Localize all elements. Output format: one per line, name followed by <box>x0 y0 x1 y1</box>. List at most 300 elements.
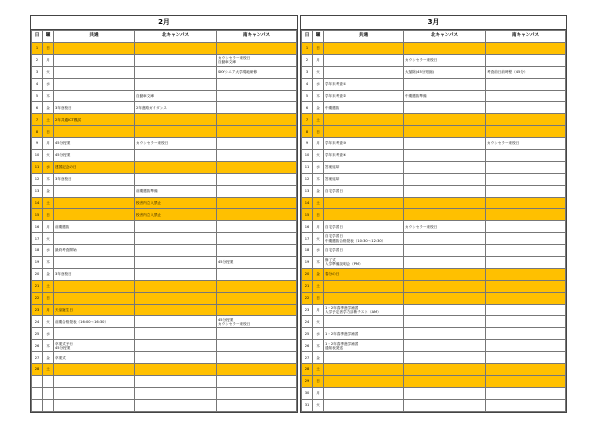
table-row <box>302 352 566 364</box>
north-campus-event <box>135 43 217 55</box>
common-event <box>54 43 135 55</box>
table-row <box>302 66 566 78</box>
south-campus-event <box>217 399 297 411</box>
south-campus-event <box>486 245 566 257</box>
day-number: 16 <box>32 221 43 233</box>
table-row <box>32 185 297 197</box>
weekday: 日 <box>313 375 324 387</box>
common-event: 春分の日 <box>324 268 404 280</box>
north-campus-event <box>135 304 217 316</box>
table-row <box>302 280 566 292</box>
weekday: 火 <box>313 150 324 162</box>
header-day: 日 <box>302 31 313 43</box>
weekday <box>43 375 54 387</box>
day-number: 26 <box>32 340 43 352</box>
weekday: 日 <box>313 292 324 304</box>
weekday: 金 <box>43 185 54 197</box>
day-number: 1 <box>302 43 313 55</box>
common-event <box>324 387 404 399</box>
common-event <box>54 90 135 102</box>
south-campus-event <box>217 387 297 399</box>
day-number: 17 <box>302 233 313 245</box>
weekday: 金 <box>43 352 54 364</box>
day-number: 15 <box>32 209 43 221</box>
south-campus-event <box>217 185 297 197</box>
day-number <box>32 375 43 387</box>
north-campus-event <box>135 257 217 269</box>
common-event: 3年登校日 <box>54 173 135 185</box>
north-campus-event <box>404 352 486 364</box>
common-event <box>324 292 404 304</box>
common-event: 45分授業 <box>54 150 135 162</box>
table-row <box>32 399 297 411</box>
weekday: 土 <box>43 280 54 292</box>
common-event: 自宅学習日 中期選抜合格発表（10:30～12:30） <box>324 233 404 245</box>
common-event <box>324 352 404 364</box>
day-number: 30 <box>302 387 313 399</box>
common-event <box>324 54 404 66</box>
north-campus-event <box>135 292 217 304</box>
weekday: 日 <box>43 292 54 304</box>
north-campus-event: 大掃除(45分短縮) <box>404 66 486 78</box>
day-number: 17 <box>32 233 43 245</box>
day-number: 13 <box>302 185 313 197</box>
table-row <box>302 399 566 411</box>
north-campus-event <box>135 352 217 364</box>
north-campus-event <box>404 316 486 328</box>
common-event <box>324 316 404 328</box>
table-row <box>302 375 566 387</box>
north-campus-event <box>135 387 217 399</box>
north-campus-event <box>135 114 217 126</box>
common-event <box>54 66 135 78</box>
weekday: 木 <box>43 257 54 269</box>
day-number: 5 <box>32 90 43 102</box>
table-row <box>32 352 297 364</box>
day-number: 14 <box>302 197 313 209</box>
table-row <box>302 54 566 66</box>
table-row <box>32 78 297 90</box>
table-row <box>32 161 297 173</box>
south-campus-event <box>486 292 566 304</box>
day-number: 11 <box>32 161 43 173</box>
weekday: 水 <box>43 78 54 90</box>
day-number: 20 <box>32 268 43 280</box>
day-number: 10 <box>302 150 313 162</box>
day-number: 11 <box>302 161 313 173</box>
north-campus-event: 中期選抜準備 <box>404 90 486 102</box>
common-event: 3年登校日 <box>54 102 135 114</box>
table-row <box>32 209 297 221</box>
table-row <box>32 340 297 352</box>
common-event <box>54 375 135 387</box>
common-event: 学年末考査② <box>324 90 404 102</box>
north-campus-event <box>404 161 486 173</box>
weekday: 火 <box>313 316 324 328</box>
common-event <box>324 197 404 209</box>
south-campus-event: カウンセラー来校日 自動車文庫 <box>217 54 297 66</box>
day-number: 6 <box>302 102 313 114</box>
common-event <box>54 185 135 197</box>
common-event <box>54 399 135 411</box>
table-row <box>32 257 297 269</box>
south-campus-event <box>486 257 566 269</box>
north-campus-event <box>404 114 486 126</box>
weekday: 月 <box>313 304 324 316</box>
north-campus-event <box>404 233 486 245</box>
day-number: 18 <box>32 245 43 257</box>
south-campus-event <box>217 90 297 102</box>
north-campus-event: カウンセラー来校日 <box>135 138 217 150</box>
day-number: 27 <box>302 352 313 364</box>
north-campus-event <box>404 364 486 376</box>
north-campus-event <box>404 173 486 185</box>
south-campus-event <box>217 138 297 150</box>
table-row <box>32 387 297 399</box>
weekday: 金 <box>43 268 54 280</box>
table-row <box>32 102 297 114</box>
north-campus-event <box>135 221 217 233</box>
weekday: 水 <box>313 328 324 340</box>
north-campus-event <box>404 280 486 292</box>
south-campus-event <box>217 102 297 114</box>
header-weekday: 曜 <box>43 31 54 43</box>
common-event: 自宅学習日 <box>324 185 404 197</box>
table-row <box>302 126 566 138</box>
south-campus-event <box>486 352 566 364</box>
day-number: 23 <box>302 304 313 316</box>
south-campus-event <box>486 114 566 126</box>
south-campus-event <box>486 185 566 197</box>
north-campus-event <box>404 150 486 162</box>
day-number: 8 <box>302 126 313 138</box>
south-campus-event <box>217 150 297 162</box>
month-title: 3月 <box>301 16 566 30</box>
day-number: 9 <box>32 138 43 150</box>
weekday: 日 <box>313 43 324 55</box>
table-row <box>302 268 566 280</box>
south-campus-event <box>486 268 566 280</box>
south-campus-event <box>486 328 566 340</box>
table-row <box>32 280 297 292</box>
north-campus-event <box>135 364 217 376</box>
common-event <box>54 387 135 399</box>
march-calendar <box>300 15 567 413</box>
table-row <box>32 173 297 185</box>
north-campus-event <box>135 173 217 185</box>
table-row <box>302 197 566 209</box>
south-campus-event <box>486 173 566 185</box>
north-campus-event <box>135 245 217 257</box>
schedule-table <box>31 30 297 412</box>
table-row <box>302 102 566 114</box>
common-event <box>54 257 135 269</box>
table-row <box>32 316 297 328</box>
header-south-campus: 南キャンパス <box>486 31 566 43</box>
weekday: 木 <box>313 173 324 185</box>
south-campus-event <box>217 280 297 292</box>
north-campus-event <box>135 340 217 352</box>
weekday: 木 <box>43 173 54 185</box>
common-event <box>324 114 404 126</box>
north-campus-event <box>404 209 486 221</box>
table-row <box>302 233 566 245</box>
weekday: 日 <box>43 126 54 138</box>
day-number: 3 <box>302 66 313 78</box>
weekday: 木 <box>43 90 54 102</box>
north-campus-event <box>135 268 217 280</box>
day-number: 4 <box>32 78 43 90</box>
south-campus-event <box>217 352 297 364</box>
south-campus-event <box>486 340 566 352</box>
north-campus-event <box>135 328 217 340</box>
common-event <box>324 66 404 78</box>
common-event <box>324 399 404 411</box>
table-row <box>302 78 566 90</box>
north-campus-event <box>135 54 217 66</box>
south-campus-event: 45分授業 <box>217 257 297 269</box>
day-number: 26 <box>302 340 313 352</box>
common-event: 修了式 入学準備説明会（PM） <box>324 257 404 269</box>
south-campus-event <box>486 209 566 221</box>
south-campus-event <box>217 292 297 304</box>
north-campus-event <box>135 161 217 173</box>
day-number: 25 <box>32 328 43 340</box>
south-campus-event <box>486 102 566 114</box>
weekday: 金 <box>313 185 324 197</box>
schedule-table <box>301 30 566 412</box>
table-row <box>32 268 297 280</box>
weekday: 金 <box>43 102 54 114</box>
common-event: 1・2年春季進学補習 通知表発送 <box>324 340 404 352</box>
weekday: 土 <box>313 364 324 376</box>
table-row <box>32 66 297 78</box>
north-campus-event: 校舎内立入禁止 <box>135 209 217 221</box>
south-campus-event: 考査前日前時程（45分） <box>486 66 566 78</box>
common-event: 1・2年春季進学補習 <box>324 328 404 340</box>
day-number: 22 <box>32 292 43 304</box>
south-campus-event <box>217 245 297 257</box>
header-south-campus: 南キャンパス <box>217 31 297 43</box>
weekday: 水 <box>43 245 54 257</box>
common-event <box>54 78 135 90</box>
weekday: 月 <box>313 54 324 66</box>
day-number: 4 <box>302 78 313 90</box>
common-event: 学年末考査③ <box>324 138 404 150</box>
north-campus-event: 自動車文庫 <box>135 90 217 102</box>
south-campus-event <box>486 399 566 411</box>
south-campus-event <box>217 197 297 209</box>
common-event: 45分授業 <box>54 138 135 150</box>
common-event <box>54 233 135 245</box>
header-common: 共通 <box>324 31 404 43</box>
day-number: 25 <box>302 328 313 340</box>
south-campus-event <box>217 268 297 280</box>
north-campus-event <box>404 126 486 138</box>
common-event: 2年共通ICT模試 <box>54 114 135 126</box>
table-row <box>32 43 297 55</box>
north-campus-event: 校舎内立入禁止 <box>135 197 217 209</box>
north-campus-event <box>135 280 217 292</box>
weekday: 土 <box>313 114 324 126</box>
day-number: 31 <box>302 399 313 411</box>
weekday: 土 <box>313 197 324 209</box>
weekday: 月 <box>313 387 324 399</box>
north-campus-event <box>135 399 217 411</box>
south-campus-event <box>486 150 566 162</box>
south-campus-event <box>217 328 297 340</box>
table-row <box>32 197 297 209</box>
north-campus-event <box>404 399 486 411</box>
north-campus-event <box>404 375 486 387</box>
table-row <box>32 138 297 150</box>
weekday: 月 <box>313 138 324 150</box>
weekday: 木 <box>313 257 324 269</box>
north-campus-event <box>135 78 217 90</box>
table-row <box>302 292 566 304</box>
table-row <box>302 173 566 185</box>
common-event <box>54 54 135 66</box>
north-campus-event <box>404 78 486 90</box>
common-event: 答案返却 <box>324 161 404 173</box>
north-campus-event <box>135 375 217 387</box>
header-common: 共通 <box>54 31 135 43</box>
north-campus-event <box>404 245 486 257</box>
north-campus-event <box>404 304 486 316</box>
table-row <box>302 209 566 221</box>
north-campus-event <box>404 138 486 150</box>
north-campus-event <box>404 43 486 55</box>
weekday: 日 <box>43 43 54 55</box>
south-campus-event <box>217 375 297 387</box>
south-campus-event <box>486 387 566 399</box>
february-calendar <box>30 15 298 413</box>
table-row <box>302 387 566 399</box>
common-event <box>54 209 135 221</box>
table-row <box>32 114 297 126</box>
common-event <box>54 126 135 138</box>
common-event <box>54 328 135 340</box>
day-number: 19 <box>302 257 313 269</box>
weekday: 月 <box>43 54 54 66</box>
common-event: 学年末考査① <box>324 78 404 90</box>
south-campus-event <box>486 304 566 316</box>
table-row <box>302 90 566 102</box>
common-event: 前期選抜 <box>54 221 135 233</box>
south-campus-event: カウンセラー来校日 <box>486 138 566 150</box>
weekday: 火 <box>313 399 324 411</box>
header-north-campus: 北キャンパス <box>404 31 486 43</box>
day-number: 7 <box>32 114 43 126</box>
weekday: 木 <box>313 340 324 352</box>
common-event <box>54 197 135 209</box>
weekday: 火 <box>43 150 54 162</box>
south-campus-event <box>486 78 566 90</box>
south-campus-event <box>486 197 566 209</box>
table-row <box>32 126 297 138</box>
south-campus-event <box>217 114 297 126</box>
common-event <box>54 280 135 292</box>
south-campus-event <box>217 221 297 233</box>
south-campus-event <box>486 54 566 66</box>
common-event: 建国記念の日 <box>54 161 135 173</box>
table-row <box>32 364 297 376</box>
common-event <box>54 292 135 304</box>
north-campus-event <box>404 185 486 197</box>
south-campus-event <box>217 209 297 221</box>
common-event: 答案返却 <box>324 173 404 185</box>
south-campus-event <box>217 304 297 316</box>
north-campus-event <box>135 150 217 162</box>
weekday: 水 <box>313 161 324 173</box>
north-campus-event: 前期選抜準備 <box>135 185 217 197</box>
north-campus-event <box>404 268 486 280</box>
weekday: 金 <box>313 102 324 114</box>
header-north-campus: 北キャンパス <box>135 31 217 43</box>
south-campus-event <box>486 126 566 138</box>
weekday: 水 <box>313 78 324 90</box>
common-event: 1・2年春季進学補習 入学予定者学力診断テスト（AM） <box>324 304 404 316</box>
weekday: 月 <box>43 304 54 316</box>
south-campus-event <box>486 280 566 292</box>
north-campus-event <box>135 126 217 138</box>
table-row <box>302 364 566 376</box>
day-number: 21 <box>32 280 43 292</box>
day-number: 20 <box>302 268 313 280</box>
north-campus-event <box>135 233 217 245</box>
common-event: 天皇誕生日 <box>54 304 135 316</box>
day-number: 1 <box>32 43 43 55</box>
weekday: 木 <box>43 340 54 352</box>
table-row <box>32 245 297 257</box>
south-campus-event <box>217 173 297 185</box>
table-row <box>32 375 297 387</box>
weekday: 水 <box>313 245 324 257</box>
south-campus-event: 45分授業 カウンセラー来校日 <box>217 316 297 328</box>
table-row <box>32 304 297 316</box>
south-campus-event <box>217 364 297 376</box>
south-campus-event <box>486 161 566 173</box>
common-event <box>324 280 404 292</box>
day-number: 13 <box>32 185 43 197</box>
north-campus-event <box>404 197 486 209</box>
table-row <box>302 316 566 328</box>
table-row <box>302 138 566 150</box>
day-number: 16 <box>302 221 313 233</box>
day-number: 18 <box>302 245 313 257</box>
day-number: 28 <box>32 364 43 376</box>
weekday <box>43 399 54 411</box>
south-campus-event <box>217 340 297 352</box>
weekday: 土 <box>43 114 54 126</box>
day-number: 14 <box>32 197 43 209</box>
north-campus-event <box>404 102 486 114</box>
weekday <box>43 387 54 399</box>
north-campus-event <box>135 316 217 328</box>
south-campus-event <box>217 233 297 245</box>
table-row <box>302 257 566 269</box>
north-campus-event <box>404 328 486 340</box>
south-campus-event <box>217 43 297 55</box>
weekday: 木 <box>313 90 324 102</box>
south-campus-event: SKYシニア大学現地研修 <box>217 66 297 78</box>
day-number <box>32 387 43 399</box>
table-row <box>32 150 297 162</box>
weekday: 土 <box>313 280 324 292</box>
weekday: 月 <box>43 221 54 233</box>
north-campus-event <box>404 387 486 399</box>
day-number <box>32 399 43 411</box>
